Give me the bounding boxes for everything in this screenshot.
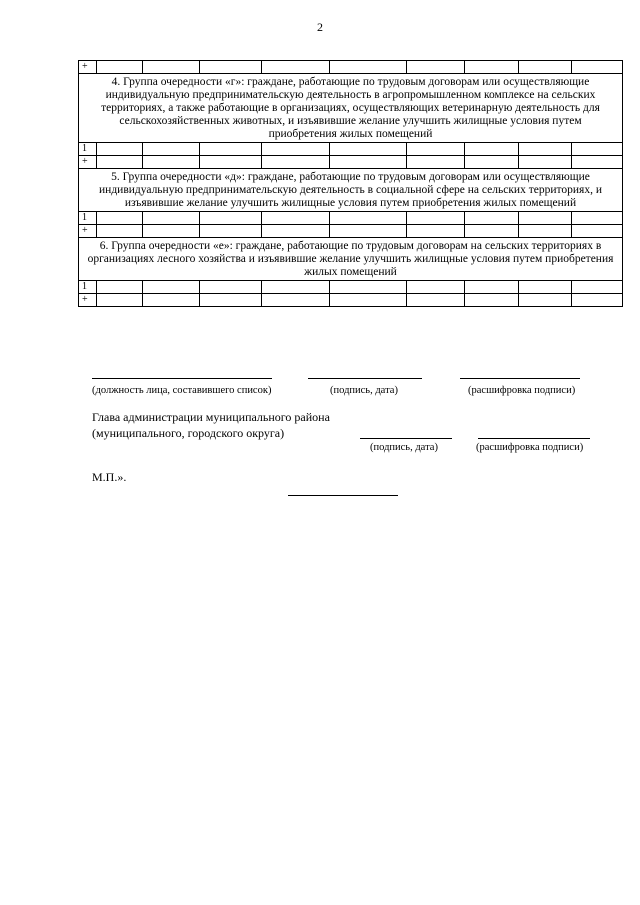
- table-cell: [572, 156, 623, 169]
- head-decoding-label: (расшифровка подписи): [476, 442, 584, 453]
- position-signature-line: [92, 378, 272, 379]
- row-marker: +: [79, 61, 97, 74]
- table-cell: [465, 61, 519, 74]
- group-header-row: [79, 74, 623, 143]
- table-cell: [465, 156, 519, 169]
- page-number: 2: [317, 20, 323, 34]
- sign-date-line: [308, 378, 422, 379]
- table-cell: [200, 225, 262, 238]
- table-cell: [200, 281, 262, 294]
- table-cell: [519, 281, 572, 294]
- row-number: 1: [79, 212, 97, 225]
- table-cell: [519, 225, 572, 238]
- table-cell: [97, 156, 143, 169]
- table-cell: [97, 212, 143, 225]
- table-cell: [143, 212, 200, 225]
- sign-date-label: (подпись, дата): [330, 385, 398, 396]
- table-cell: [572, 143, 623, 156]
- table-cell: [262, 225, 330, 238]
- table-row: [79, 156, 623, 169]
- table-cell: [97, 61, 143, 74]
- row-number: 1: [79, 143, 97, 156]
- table-cell: [465, 281, 519, 294]
- table-cell: [330, 143, 407, 156]
- table-cell: [200, 294, 262, 307]
- table-cell: [407, 281, 465, 294]
- table-cell: [143, 143, 200, 156]
- table-cell: [519, 143, 572, 156]
- table-cell: [407, 61, 465, 74]
- table-cell: [519, 212, 572, 225]
- group-header-row: [79, 169, 623, 212]
- row-number: 1: [79, 281, 97, 294]
- table-cell: [465, 225, 519, 238]
- table-cell: [407, 225, 465, 238]
- table-cell: [262, 281, 330, 294]
- table-cell: [465, 143, 519, 156]
- table-cell: [97, 225, 143, 238]
- table-cell: [572, 61, 623, 74]
- row-marker: +: [79, 156, 97, 169]
- table-cell: [572, 281, 623, 294]
- table-row: [79, 212, 623, 225]
- row-marker: +: [79, 225, 97, 238]
- table-cell: [330, 61, 407, 74]
- table-cell: [330, 212, 407, 225]
- table-cell: [200, 156, 262, 169]
- table-cell: [519, 294, 572, 307]
- table-cell: [200, 212, 262, 225]
- head-decoding-line: [478, 438, 590, 439]
- stamp-place: М.П.».: [92, 470, 127, 484]
- table-cell: [330, 294, 407, 307]
- table-cell: [407, 294, 465, 307]
- group-6-heading: 6. Группа очередности «е»: граждане, работающие по трудовым договорам на сельских территориях в организациях лесного хозяйства и изъявившие желание улучшить жилищные условия путем приобретения жилых помещений: [79, 238, 623, 281]
- decoding-line: [460, 378, 580, 379]
- table-cell: [330, 281, 407, 294]
- table-cell: [330, 225, 407, 238]
- table-cell: [143, 294, 200, 307]
- table-row: [79, 294, 623, 307]
- table-cell: [407, 212, 465, 225]
- table-row: [79, 143, 623, 156]
- table-row: [79, 225, 623, 238]
- row-marker: +: [79, 294, 97, 307]
- table-cell: [143, 281, 200, 294]
- group-5-heading: 5. Группа очередности «д»: граждане, работающие по трудовым договорам или осуществляющие индивидуальную предпринимательскую деятельность в социальной сфере на сельских территориях, и изъявившие желание улучшить жилищные условия путем приобретения жилых помещений: [79, 169, 623, 212]
- table-cell: [262, 294, 330, 307]
- table-cell: [330, 156, 407, 169]
- table-cell: [97, 294, 143, 307]
- table-row: [79, 61, 623, 74]
- table-cell: [572, 225, 623, 238]
- head-title-line2: (муниципального, городского округа): [92, 426, 285, 440]
- head-title-line1: Глава администрации муниципального района: [92, 410, 330, 424]
- table-cell: [97, 281, 143, 294]
- table-cell: [262, 212, 330, 225]
- table-cell: [143, 61, 200, 74]
- group-4-heading: 4. Группа очередности «г»: граждане, работающие по трудовым договорам или осуществляющие индивидуальную предпринимательскую деятельность в агропромышленном комплексе на сельских территориях, а также работающие в организациях, осуществляющих ветеринарную деятельность для сельскохозяйственных животных, и изъявившие желание улучшить жилищные условия путем приобретения жилых помещений: [79, 74, 623, 143]
- table-cell: [262, 143, 330, 156]
- head-sign-date-line: [360, 438, 452, 439]
- table-cell: [572, 212, 623, 225]
- table-cell: [143, 225, 200, 238]
- priority-groups-table: [78, 60, 623, 307]
- position-label: (должность лица, составившего список): [92, 385, 272, 396]
- table-row: [79, 281, 623, 294]
- table-cell: [407, 143, 465, 156]
- table-cell: [407, 156, 465, 169]
- table-cell: [143, 156, 200, 169]
- table-cell: [262, 61, 330, 74]
- table-cell: [519, 156, 572, 169]
- table-cell: [465, 294, 519, 307]
- end-divider: [288, 495, 398, 496]
- decoding-label: (расшифровка подписи): [468, 385, 576, 396]
- table-cell: [572, 294, 623, 307]
- table-cell: [97, 143, 143, 156]
- table-cell: [519, 61, 572, 74]
- table-cell: [200, 143, 262, 156]
- table-cell: [200, 61, 262, 74]
- group-header-row: [79, 238, 623, 281]
- table-cell: [465, 212, 519, 225]
- head-sign-date-label: (подпись, дата): [370, 442, 438, 453]
- table-cell: [262, 156, 330, 169]
